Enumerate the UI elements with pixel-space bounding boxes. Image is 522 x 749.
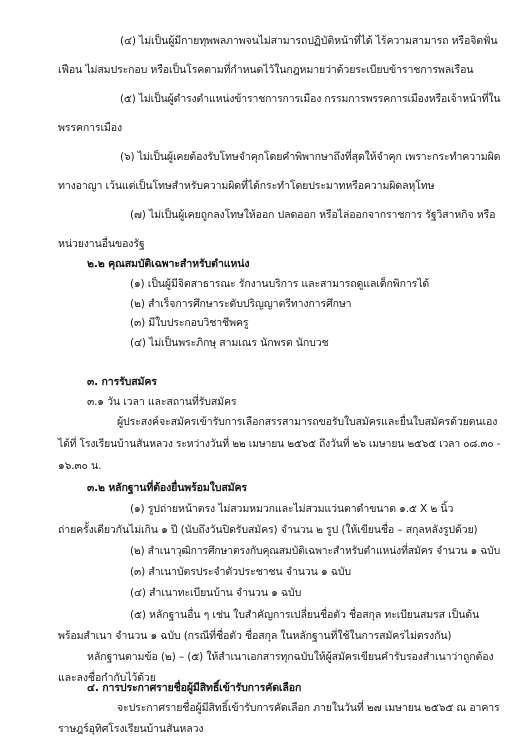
application-para-line-3: ๑๖.๓๐ น.	[58, 460, 102, 472]
item-6-line-2: ทางอาญา เว้นแต่เป็นโทษสำหรับความผิดที่ได้กระทำโดยประมาทหรือความผิดลหุโทษ	[58, 180, 435, 192]
announcement-line-2: ราษฎร์อุทิศโรงเรียนบ้านสันหลวง	[58, 723, 204, 735]
item-7-line-2: หน่วยงานอื่นของรัฐ	[58, 238, 145, 250]
spec-item-1: (๑) เป็นผู้มีจิตสาธารณะ รักงานบริการ และสามารถดูแลเด็กพิการได้	[130, 278, 430, 290]
application-para-line-1: ผู้ประสงค์จะสมัครเข้ารับการเลือกสรรสามารถขอรับใบสมัครและยื่นใบสมัครด้วยตนเอง	[117, 416, 498, 428]
doc-item-5-line-2: พร้อมสำเนา จำนวน ๑ ฉบับ (กรณีที่ชื่อตัว ชื่อสกุล ในหลักฐานที่ใช้ในการสมัครไม่ตรงกัน)	[58, 630, 452, 642]
item-5-line-2: พรรคการเมือง	[58, 122, 122, 134]
section-3-2-heading: ๓.๒ หลักฐานที่ต้องยื่นพร้อมใบสมัคร	[87, 482, 247, 494]
item-4-line-1: (๔) ไม่เป็นผู้มีกายทุพพลภาพจนไม่สามารถปฏิบัติหน้าที่ได้ ไร้ความสามารถ หรือจิตฟั่น	[120, 35, 498, 47]
announcement-line-1: จะประกาศรายชื่อผู้มีสิทธิ์เข้ารับการคัดเลือก ภายในวันที่ ๒๗ เมษายน ๒๕๖๕ ณ อาคาร	[117, 702, 500, 714]
application-para-line-2: ได้ที่ โรงเรียนบ้านสันหลวง ระหว่างวันที่ ๒๒ เมษายน ๒๕๖๕ ถึงวันที่ ๒๖ เมษายน ๒๕๖๕ เวลา ๐๘.๓๐ -	[58, 438, 501, 450]
section-3-1-heading: ๓.๑ วัน เวลา และสถานที่รับสมัคร	[87, 396, 237, 408]
certify-note-line-2: และลงชื่อกำกับไว้ด้วย	[58, 672, 156, 684]
doc-item-3: (๓) สำเนาบัตรประจำตัวประชาชน จำนวน ๑ ฉบับ	[130, 566, 351, 578]
spec-item-2: (๒) สำเร็จการศึกษาระดับปริญญาตรีทางการศึกษา	[130, 298, 352, 310]
doc-item-1-line-1: (๑) รูปถ่ายหน้าตรง ไม่สวมหมวกและไม่สวมแว่นตาดำขนาด ๑.๕ X ๒ นิ้ว	[130, 503, 454, 515]
doc-item-4: (๔) สำเนาทะเบียนบ้าน จำนวน ๑ ฉบับ	[130, 587, 302, 599]
item-6-line-1: (๖) ไม่เป็นผู้เคยต้องรับโทษจำคุกโดยคำพิพากษาถึงที่สุดให้จำคุก เพราะกระทำความผิด	[120, 151, 501, 163]
item-7-line-1: (๗) ไม่เป็นผู้เคยถูกลงโทษให้ออก ปลดออก หรือไล่ออกจากราชการ รัฐวิสาหกิจ หรือ	[130, 209, 496, 221]
section-4-heading: ๔. การประกาศรายชื่อผู้มีสิทธิ์เข้ารับการคัดเลือก	[87, 682, 302, 694]
spec-item-4: (๔) ไม่เป็นพระภิกษุ สามเณร นักพรต นักบวช	[130, 337, 329, 349]
section-3-heading: ๓. การรับสมัคร	[87, 376, 157, 388]
item-4-line-2: เฟือน ไม่สมประกอบ หรือเป็นโรคตามที่กำหนดไว้ในกฎหมายว่าด้วยระเบียบข้าราชการพลเรือน	[58, 64, 474, 76]
spec-item-3: (๓) มีใบประกอบวิชาชีพครู	[130, 317, 249, 329]
certify-note-line-1: หลักฐานตามข้อ (๒) – (๕) ให้สำเนาเอกสารทุกฉบับให้ผู้สมัครเขียนคำรับรองสำเนาว่าถูกต้อง	[87, 651, 494, 663]
doc-item-2: (๒) สำเนาวุฒิการศึกษาตรงกับคุณสมบัติเฉพาะสำหรับตำแหน่งที่สมัคร จำนวน ๑ ฉบับ	[130, 545, 501, 557]
doc-item-1-line-2: ถ่ายครั้งเดียวกันไม่เกิน ๑ ปี (นับถึงวันปิดรับสมัคร) จำนวน ๒ รูป (ให้เขียนชื่อ – สกุลหลังรูปด้วย)	[58, 524, 478, 536]
doc-item-5-line-1: (๕) หลักฐานอื่น ๆ เช่น ใบสำคัญการเปลี่ยนชื่อตัว ชื่อสกุล ทะเบียนสมรส เป็นต้น	[130, 609, 480, 621]
section-2-2-heading: ๒.๒ คุณสมบัติเฉพาะสำหรับตำแหน่ง	[87, 258, 250, 270]
item-5-line-1: (๕) ไม่เป็นผู้ดำรงตำแหน่งข้าราชการการเมือง กรรมการพรรคการเมืองหรือเจ้าหน้าที่ใน	[120, 93, 501, 105]
